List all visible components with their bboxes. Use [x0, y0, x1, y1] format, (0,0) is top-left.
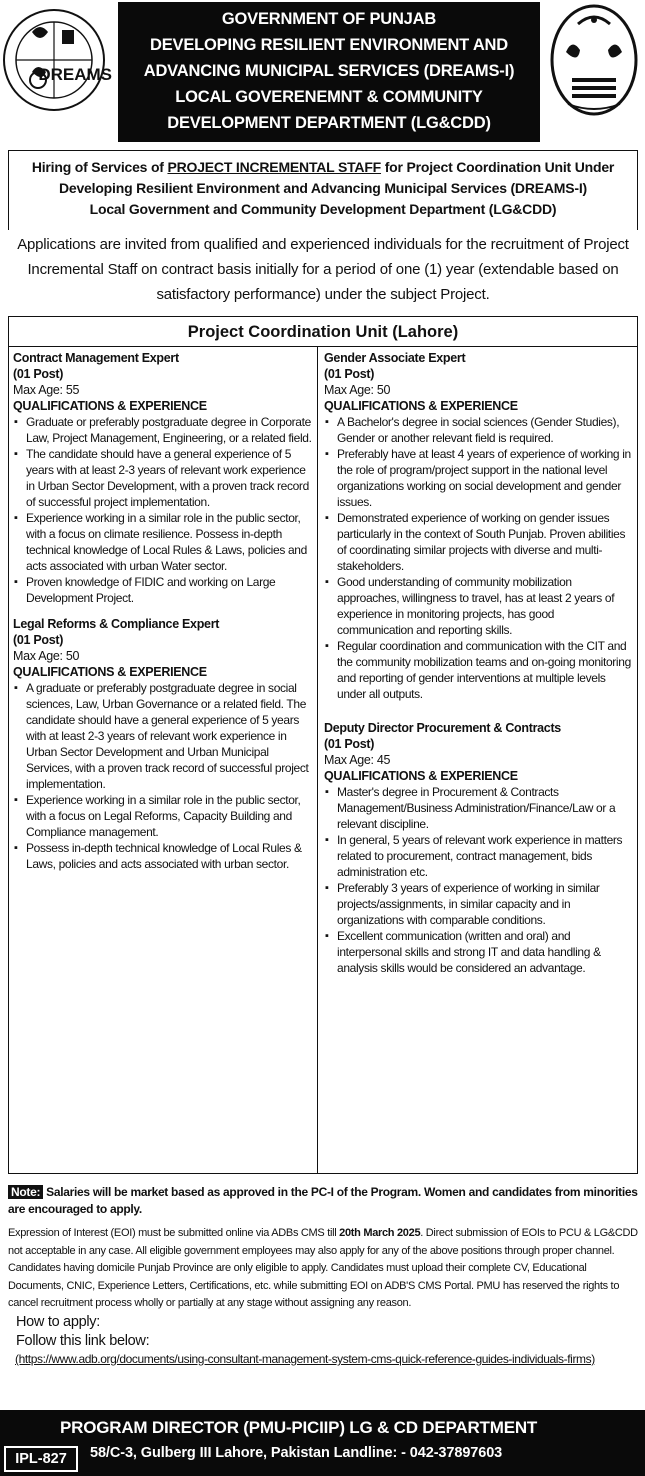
qualification-item: ▪ Graduate or preferably postgraduate degree in Corporate Law, Project Management, Engineering, or a related field. [13, 414, 313, 446]
title-line-3: Local Government and Community Development Department (LG&CDD) [89, 201, 557, 217]
job-max-age: Max Age: 45 [324, 753, 391, 767]
title-line-1 [9, 157, 637, 178]
qualification-item: ▪ Experience working in a similar role in the public sector, with a focus on climate resilience. Possess in-depth technical knowledge of Local Rules & Laws, policies and acts associated with urban Water sector. [13, 510, 313, 574]
title-emphasis: PROJECT INCREMENTAL STAFF [167, 159, 382, 175]
right-column [318, 347, 637, 1173]
job-title: Legal Reforms & Compliance Expert [13, 617, 220, 631]
footer-program-director: PROGRAM DIRECTOR (PMU-PICIIP) LG & CD DEPARTMENT [60, 1418, 538, 1437]
qualifications-heading: QUALIFICATIONS & EXPERIENCE [13, 399, 207, 413]
apply-link[interactable]: (https://www.adb.org/documents/using-consultant-management-system-cms-quick-reference-guides-individuals-firms) [15, 1351, 595, 1366]
job-posts: (01 Post) [324, 367, 375, 381]
qualification-item: ▪ Possess in-depth technical knowledge of Local Rules & Laws, policies and acts associated with urban sector. [13, 840, 313, 872]
qualification-item: ▪ Proven knowledge of FIDIC and working on Large Development Project. [13, 574, 313, 606]
qualification-list [324, 414, 631, 702]
note-salary [8, 1184, 638, 1218]
note-tag: Note: [8, 1185, 43, 1199]
qualification-item: ▪ Excellent communication (written and oral) and interpersonal skills and strong IT and data handling & analysis skills would be considered an advantage. [324, 928, 631, 976]
qualification-item: ▪ Regular coordination and communication with the CIT and the community mobilization teams and on-going monitoring and reporting of gender interventions at multiple levels under all outputs. [324, 638, 631, 702]
note-eoi [8, 1225, 638, 1313]
job-posts: (01 Post) [324, 737, 375, 751]
header-title-block [118, 2, 540, 142]
header-line-1: GOVERNMENT OF PUNJAB [221, 10, 437, 28]
note-section [8, 1184, 638, 1368]
hiring-title [8, 150, 638, 230]
qualification-item: ▪ Good understanding of community mobilization approaches, willingness to travel, has at least 2 years of experience in monitoring projects, has good communication and reporting skills. [324, 574, 631, 638]
follow-link-label: Follow this link below: [16, 1332, 150, 1349]
qualification-item: ▪ Master's degree in Procurement & Contracts Management/Business Administration/Finance/Law or a relevant discipline. [324, 784, 631, 832]
note-eoi-a: Expression of Interest (EOI) must be submitted online via ADBs CMS till [8, 1227, 340, 1239]
job-listing [13, 350, 313, 606]
dreams-logo-text: DREAMS [38, 65, 112, 84]
qualification-item: ▪ A graduate or preferably postgraduate degree in social sciences, Law, Urban Governance or a related field. The candidate should have a general experience of 5 years with at least 2-3 years of relevant work experience in Urban Sector Development and Urban Municipal Services, with a proven track record of successful project implementation. [13, 680, 313, 792]
intro-paragraph: Applications are invited from qualified and experienced individuals for the recruitment of Project Incremental Staff on contract basis initially for a period of one (1) year (extendable based on satisfactory performance) under the subject Project. [17, 236, 629, 303]
header-line-2: DEVELOPING RESILIENT ENVIRONMENT AND [150, 36, 508, 54]
title-suffix: for Project Coordination Unit Under [381, 159, 615, 175]
header-line-5: DEVELOPMENT DEPARTMENT (LG&CDD) [167, 114, 491, 132]
job-max-age: Max Age: 55 [13, 383, 80, 397]
dreams-logo [2, 2, 118, 120]
qualifications-heading: QUALIFICATIONS & EXPERIENCE [13, 665, 207, 679]
qualification-item: ▪ A Bachelor's degree in social sciences (Gender Studies), Gender or another relevant field is required. [324, 414, 631, 446]
job-title: Gender Associate Expert [324, 351, 466, 365]
footer-address: 58/C-3, Gulberg III Lahore, Pakistan Landline: - 042-37897603 [90, 1445, 503, 1461]
unit-title: Project Coordination Unit (Lahore) [9, 317, 637, 347]
note-deadline: 20th March 2025 [339, 1227, 421, 1239]
qualification-item: ▪ Preferably 3 years of experience of working in similar projects/assignments, in similar capacity and in organizations with comparable conditions. [324, 880, 631, 928]
job-listing [324, 350, 631, 702]
qualification-list [13, 680, 313, 872]
title-line-2: Developing Resilient Environment and Advancing Municipal Services (DREAMS-I) [58, 180, 588, 196]
header [0, 0, 645, 145]
how-to-apply: How to apply: [16, 1313, 100, 1330]
qualifications-heading: QUALIFICATIONS & EXPERIENCE [324, 399, 518, 413]
job-listing [13, 616, 313, 872]
qualification-item: ▪ In general, 5 years of relevant work experience in matters related to procurement, contract management, bids administration etc. [324, 832, 631, 880]
header-line-3: ADVANCING MUNICIPAL SERVICES (DREAMS-I) [143, 62, 515, 80]
job-title: Contract Management Expert [13, 351, 179, 365]
footer [0, 1410, 645, 1476]
qualification-list [13, 414, 313, 606]
qualification-item: ▪ Experience working in a similar role in the public sector, with a focus on Legal Reforms, Capacity Building and Compliance management. [13, 792, 313, 840]
job-listing [324, 720, 631, 976]
note-eoi-c: . Direct submission of EOIs to PCU & LG&CDD not acceptable in any case. All eligible government employees may also apply for any of the above positions through proper channel. Candidates having domicile Punjab Province are only eligible to apply. Candidates must upload their complete CV, Educational Documents, CNIC, Experience Letters, Certifications, etc. while submitting EOI on ADB'S CMS Portal. PMU has reserved the rights to cancel recruitment process wholly or partially at any stage without assigning any reason. [8, 1227, 638, 1310]
qualification-item: ▪ The candidate should have a general experience of 5 years with at least 2-3 years of relevant work experience in Urban Sector Development, with a proven track record of successful project implementation. [13, 446, 313, 510]
ipl-number: IPL-827 [4, 1446, 78, 1472]
qualification-item: ▪ Demonstrated experience of working on gender issues particularly in the context of South Punjab. Proven abilities of coordinating similar projects with diverse and multi-stakeholders. [324, 510, 631, 574]
qualification-item: ▪ Preferably have at least 4 years of experience of working in the role of program/project support in the national level organizations working on social development and gender issues. [324, 446, 631, 510]
job-posts: (01 Post) [13, 367, 64, 381]
project-coordination-unit [8, 316, 638, 1174]
job-max-age: Max Age: 50 [324, 383, 391, 397]
punjab-government-seal [548, 2, 640, 120]
job-title: Deputy Director Procurement & Contracts [324, 721, 561, 735]
header-line-4: LOCAL GOVERENEMNT & COMMUNITY [175, 88, 483, 106]
qualifications-heading: QUALIFICATIONS & EXPERIENCE [324, 769, 518, 783]
qualification-list [324, 784, 631, 976]
note-salary-text: Salaries will be market based as approved in the PC-I of the Program. Women and candidates from minorities are encouraged to apply. [8, 1185, 638, 1216]
job-max-age: Max Age: 50 [13, 649, 80, 663]
title-prefix: Hiring of Services of [31, 159, 168, 175]
left-column [9, 347, 318, 1173]
job-posts: (01 Post) [13, 633, 64, 647]
